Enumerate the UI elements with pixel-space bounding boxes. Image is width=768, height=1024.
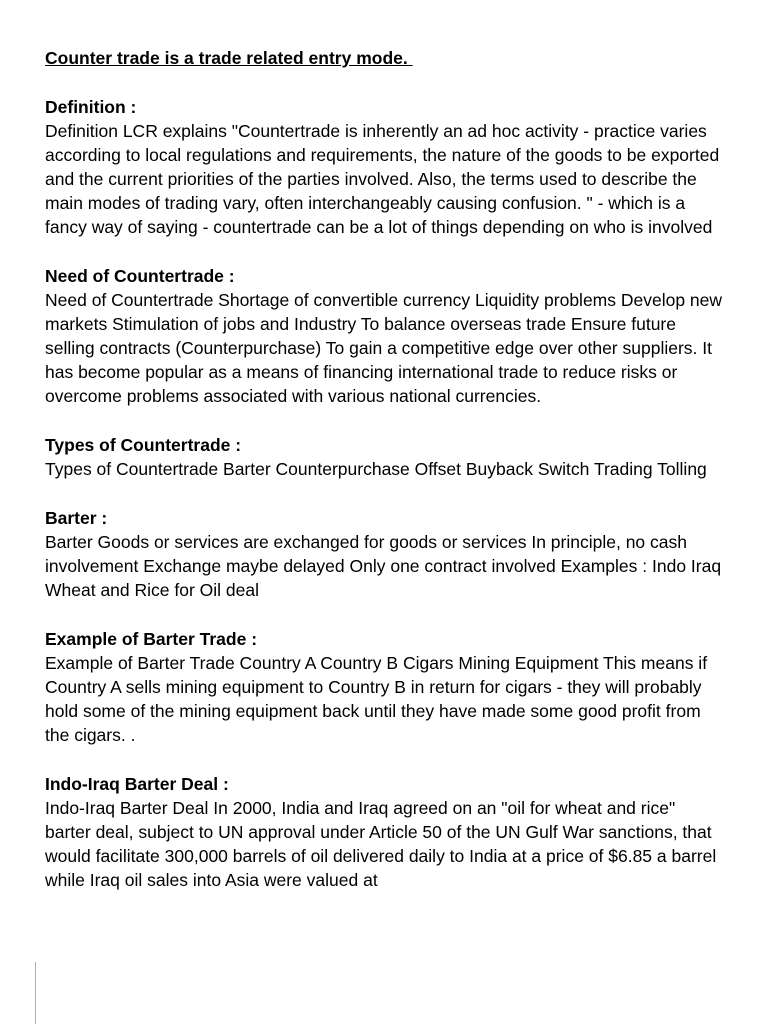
next-page-edge — [35, 962, 36, 1024]
section-body: Indo-Iraq Barter Deal In 2000, India and Iraq agreed on an "oil for wheat and rice" barter deal, subject to UN approval under Article 50 of the UN Gulf War sanctions, that would facilitate 300,000 barrels of oil delivered daily to India at a price of $6.85 a barrel while Iraq oil sales into Asia were valued at — [45, 798, 717, 890]
section-definition — [45, 95, 724, 239]
section-heading: Indo-Iraq Barter Deal : — [45, 774, 229, 794]
section-heading: Need of Countertrade : — [45, 266, 235, 286]
section-body: Barter Goods or services are exchanged for goods or services In principle, no cash involvement Exchange maybe delayed Only one contract involved Examples : Indo Iraq Wheat and Rice for Oil deal — [45, 532, 722, 600]
section-body: Example of Barter Trade Country A Country B Cigars Mining Equipment This means if Country A sells mining equipment to Country B in return for cigars - they will probably hold some of the mining equipment back until they have made some good profit from the cigars. . — [45, 653, 708, 745]
section-body: Need of Countertrade Shortage of convertible currency Liquidity problems Develop new markets Stimulation of jobs and Industry To balance overseas trade Ensure future selling contracts (Counterpurchase) To gain a competitive edge over other suppliers. It has become popular as a means of financing international trade to reduce risks or overcome problems associated with various national currencies. — [45, 290, 723, 406]
page-title: Counter trade is a trade related entry mode. — [45, 48, 413, 68]
section-heading: Barter : — [45, 508, 108, 528]
section-barter — [45, 506, 724, 602]
section-need-of-countertrade — [45, 264, 724, 408]
section-indo-iraq-barter-deal — [45, 772, 724, 892]
section-body: Types of Countertrade Barter Counterpurchase Offset Buyback Switch Trading Tolling — [45, 459, 707, 479]
section-example-of-barter-trade — [45, 627, 724, 747]
section-heading: Definition : — [45, 97, 137, 117]
section-types-of-countertrade — [45, 433, 724, 481]
section-heading: Example of Barter Trade : — [45, 629, 258, 649]
section-body: Definition LCR explains "Countertrade is inherently an ad hoc activity - practice varies according to local regulations and requirements, the nature of the goods to be exported and the current priorities of the parties involved. Also, the terms used to describe the main modes of trading vary, often interchangeably causing confusion. " - which is a fancy way of saying - countertrade can be a lot of things depending on who is involved — [45, 121, 720, 237]
section-heading: Types of Countertrade : — [45, 435, 242, 455]
